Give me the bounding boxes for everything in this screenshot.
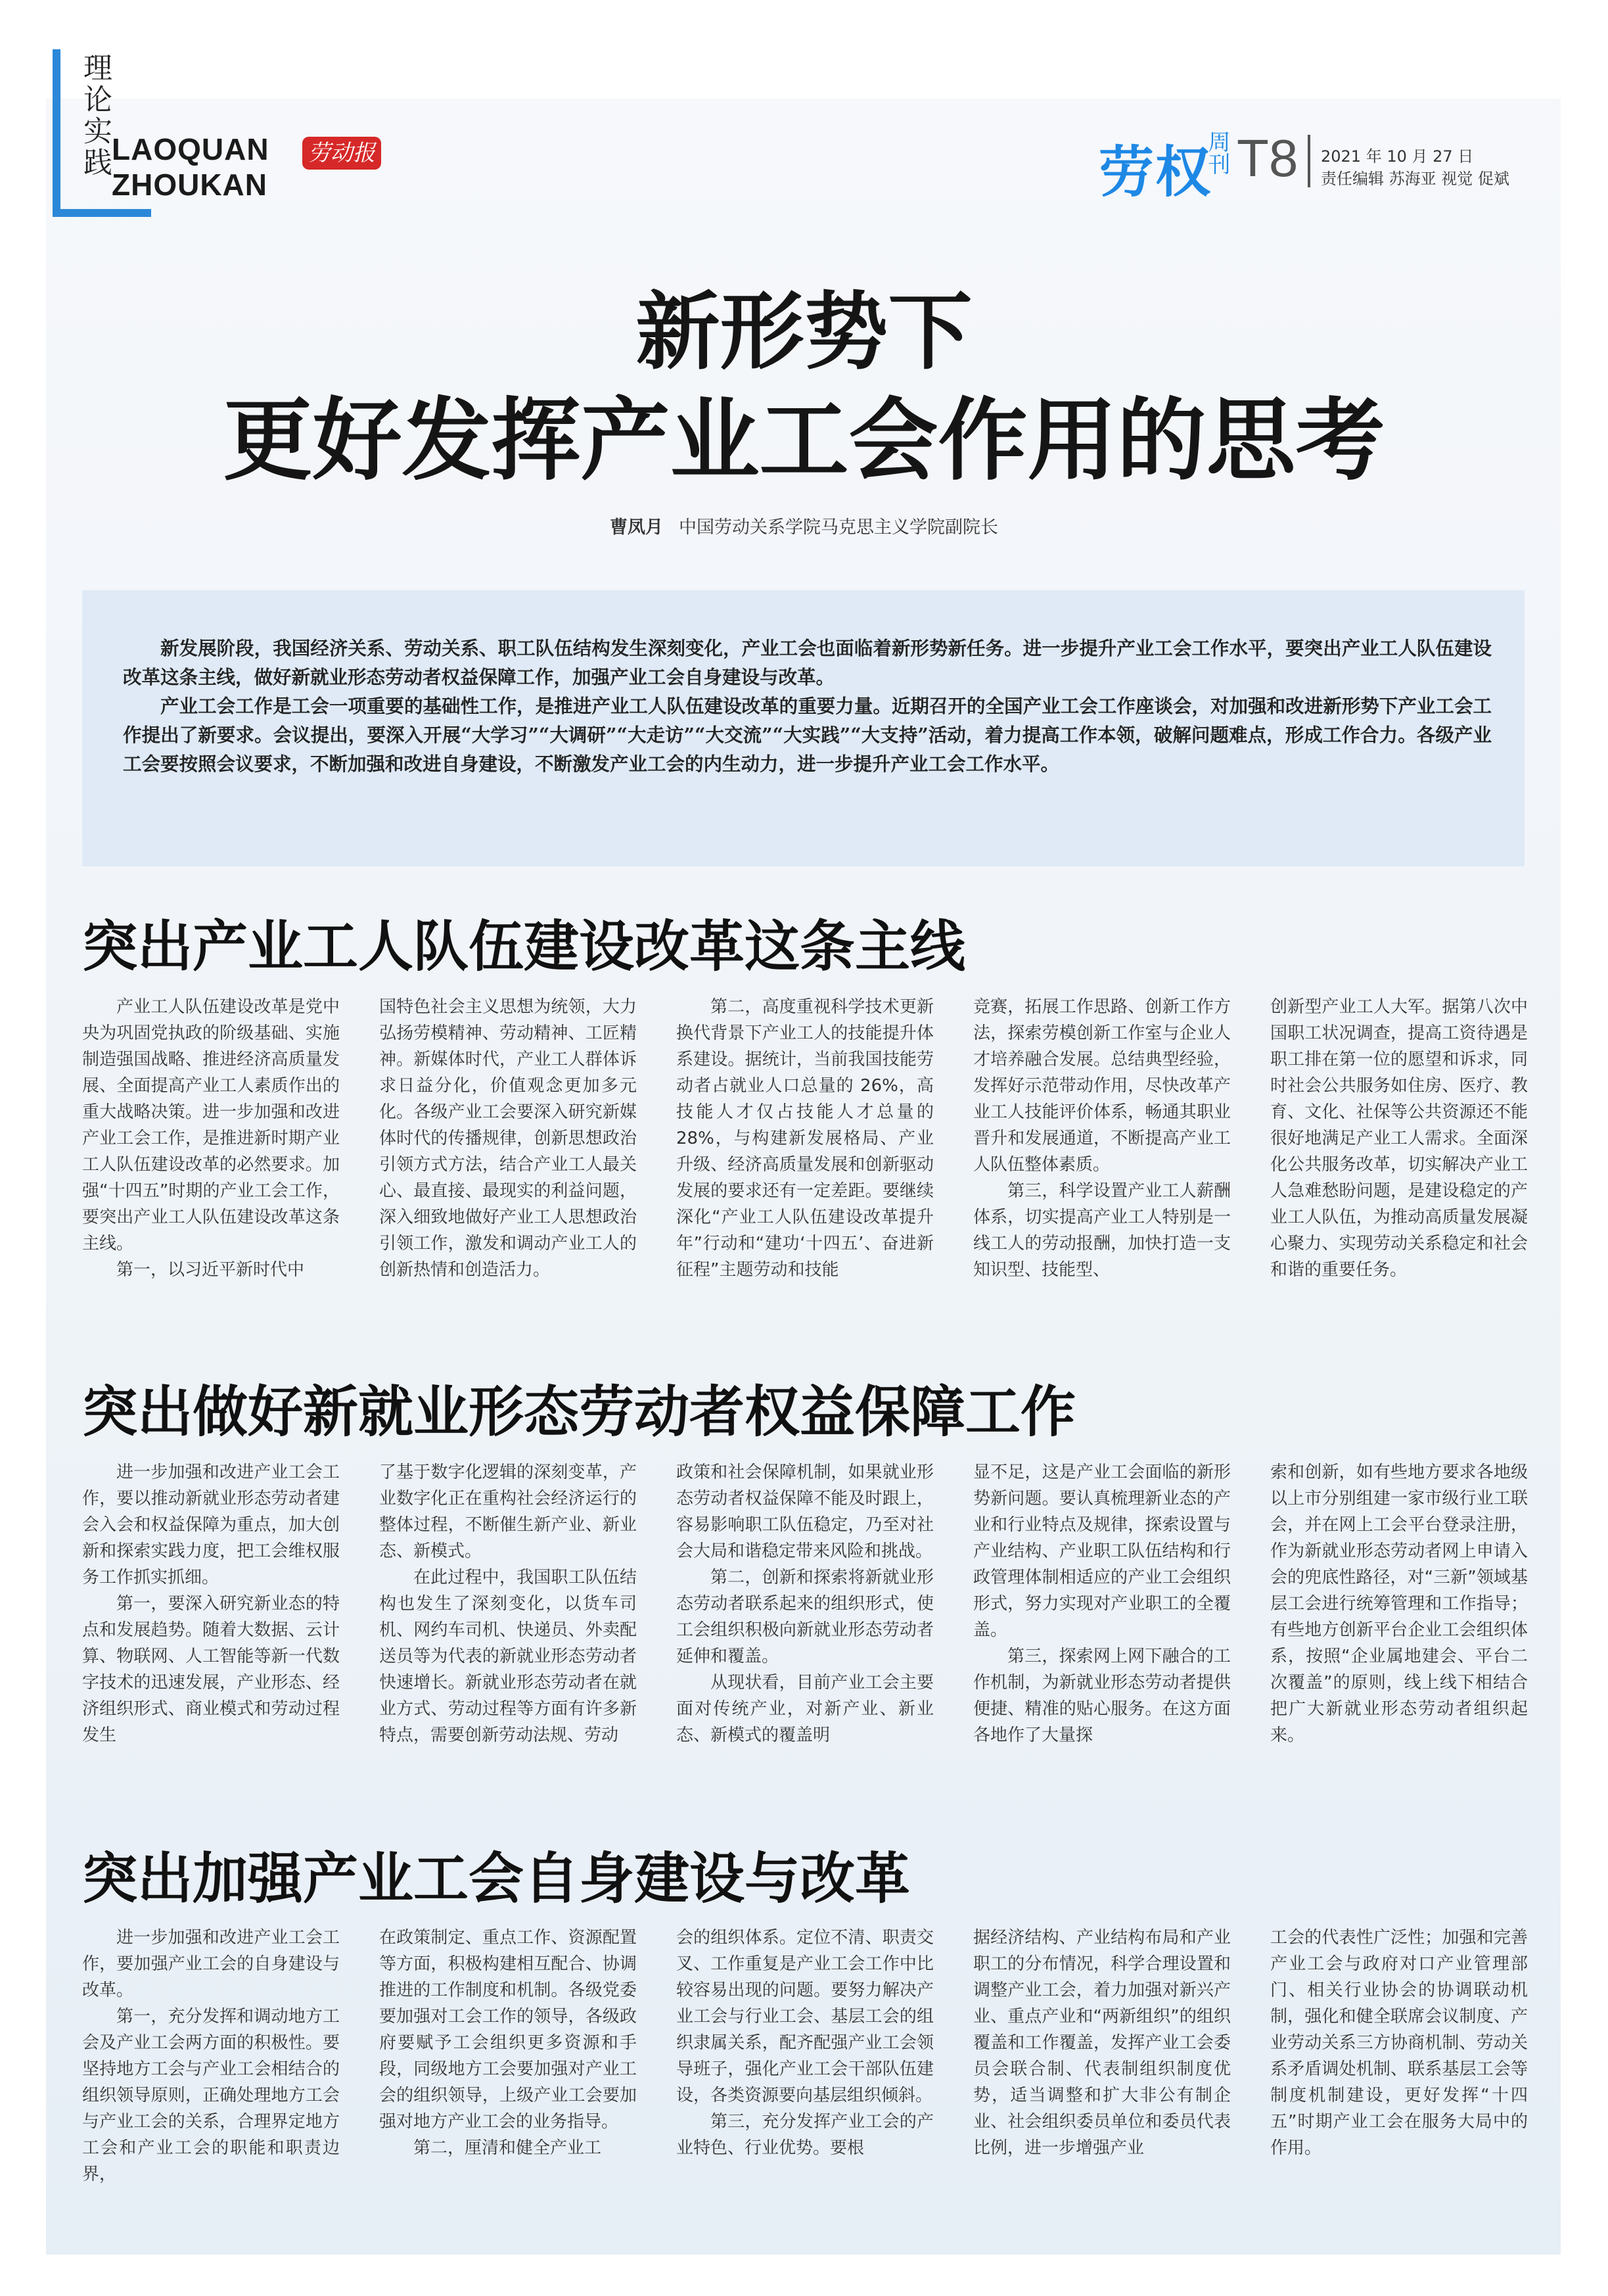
text-column (973, 1459, 1231, 1801)
paragraph: 创新型产业工人大军。据第八次中国职工状况调查，提高工资待遇是职工排在第一位的愿望和诉求，同时社会公共服务如住房、医疗、教育、文化、社保等公共资源还不能很好地满足产业工人需求。全面深化公共服务改革，切实解决产业工人急难愁盼问题，是建设稳定的产业工人队伍，为推动高质量发展凝心聚力、实现劳动关系稳定和社会和谐的重要任务。 (1270, 997, 1528, 1280)
text-column (676, 994, 934, 1336)
brand-name-line2: ZHOUKAN (112, 168, 267, 202)
paragraph: 国特色社会主义思想为统领，大力弘扬劳模精神、劳动精神、工匠精神。新媒体时代，产业工人群体诉求日益分化，价值观念更加多元化。各级产业工会要深入研究新媒体时代的传播规律，创新思想政治引领方式方法，结合产业工人最关心、最直接、最现实的利益问题，深入细致地做好产业工人思想政治引领工作，激发和调动产业工人的创新热情和创造活力。 (379, 997, 637, 1280)
paragraph: 显不足，这是产业工会面临的新形势新问题。要认真梳理新业态的产业和行业特点及规律，探索设置与产业结构、产业职工队伍结构和行政管理体制相适应的产业工会组织形式，努力实现对产业职工的全覆盖。 (973, 1463, 1231, 1640)
text-column (82, 994, 340, 1336)
section-body (82, 1459, 1528, 1801)
author-name: 曹凤月 (610, 517, 663, 538)
text-column (973, 994, 1231, 1336)
paragraph: 会的组织体系。定位不清、职责交叉、工作重复是产业工会工作中比较容易出现的问题。要努力解决产业工会与行业工会、基层工会的组织隶属关系，配齐配强产业工会领导班子，强化产业工会干部队伍建设，各类资源要向基层组织倾斜。 (676, 1928, 934, 2105)
paragraph: 在政策制定、重点工作、资源配置等方面，积极构建相互配合、协调推进的工作制度和机制。各级党委要加强对工会工作的领导，各级政府要赋予工会组织更多资源和手段，同级地方工会要加强对产业工会的组织领导，上级产业工会要加强对地方产业工会的业务指导。 (379, 1928, 637, 2132)
paragraph: 进一步加强和改进产业工会工作，要加强产业工会的自身建设与改革。 (82, 1928, 340, 2000)
newspaper-logo: 劳动报 (302, 137, 381, 170)
section-heading: 突出产业工人队伍建设改革这条主线 (82, 914, 966, 979)
paragraph: 了基于数字化逻辑的深刻变革，产业数字化正在重构社会经济运行的整体过程，不断催生新产业、新业态、新模式。 (379, 1463, 637, 1561)
text-column (379, 1459, 637, 1801)
paragraph: 进一步加强和改进产业工会工作，要以推动新就业形态劳动者建会入会和权益保障为重点，加大创新和探索实践力度，把工会维权服务工作抓实抓细。 (82, 1463, 340, 1587)
brand-name-en (112, 131, 269, 202)
header-accent-corner (53, 209, 151, 217)
paragraph: 第三，探索网上网下融合的工作机制，为新就业形态劳动者提供便捷、精准的贴心服务。在这方面各地作了大量探 (973, 1647, 1231, 1745)
paragraph: 第二，创新和探索将新就业形态劳动者联系起来的组织形式，使工会组织积极向新就业形态劳动者延伸和覆盖。 (676, 1568, 934, 1666)
header-divider (1308, 135, 1310, 187)
editor-credit: 责任编辑 苏海亚 视觉 促斌 (1321, 170, 1509, 188)
text-column (973, 1925, 1231, 2240)
paragraph: 产业工人队伍建设改革是党中央为巩固党执政的阶级基础、实施制造强国战略、推进经济高质量发展、全面提高产业工人素质作出的重大战略决策。进一步加强和改进产业工会工作，是推进新时期产业工人队伍建设改革的必然要求。加强“十四五”时期的产业工会工作，要突出产业工人队伍建设改革这条主线。 (82, 997, 340, 1253)
text-column (1270, 994, 1528, 1336)
section-heading: 突出做好新就业形态劳动者权益保障工作 (82, 1379, 1076, 1444)
section-label: 理论实践 (78, 53, 112, 179)
page-number: T8 (1237, 129, 1298, 187)
section-heading: 突出加强产业工会自身建设与改革 (82, 1846, 911, 1911)
issue-date: 2021 年 10 月 27 日 (1321, 147, 1474, 166)
paragraph: 第二，高度重视科学技术更新换代背景下产业工人的技能提升体系建设。据统计，当前我国技能劳动者占就业人口总量的 26%，高技能人才仅占技能人才总量的 28%，与构建新发展格局、产业升级、经济高质量发展和创新驱动发展的要求还有一定差距。要继续深化“产业工人队伍建设改革提升年”行动和“建功‘十四五’、奋进新征程”主题劳动和技能 (676, 997, 934, 1280)
article-title-line2: 更好发挥产业工会作用的思考 (223, 388, 1385, 493)
paragraph: 第一，要深入研究新业态的特点和发展趋势。随着大数据、云计算、物联网、人工智能等新一代数字技术的迅速发展，产业形态、经济组织形式、商业模式和劳动过程发生 (82, 1594, 340, 1745)
paragraph: 据经济结构、产业结构布局和产业职工的分布情况，科学合理设置和调整产业工会，着力加强对新兴产业、重点产业和“两新组织”的组织覆盖和工作覆盖，发挥产业工会委员会联合制、代表制组织制度优势，适当调整和扩大非公有制企业、社会组织委员单位和委员代表比例，进一步增强产业 (973, 1928, 1231, 2158)
paragraph: 第三，科学设置产业工人薪酬体系，切实提高产业工人特别是一线工人的劳动报酬，加快打造一支知识型、技能型、 (973, 1181, 1231, 1280)
text-column (1270, 1459, 1528, 1801)
author-affiliation: 中国劳动关系学院马克思主义学院副院长 (679, 517, 998, 538)
intro-paragraph: 新发展阶段，我国经济关系、劳动关系、职工队伍结构发生深刻变化，产业工会也面临着新形势新任务。进一步提升产业工会工作水平，要突出产业工人队伍建设改革这条主线，做好新就业形态劳动者权益保障工作，加强产业工会自身建设与改革。 (123, 637, 1492, 688)
text-column (82, 1925, 340, 2240)
section-body (82, 1925, 1528, 2240)
brand-name-line1: LAOQUAN (112, 132, 269, 166)
paragraph: 第三，充分发挥产业工会的产业特色、行业优势。要根 (676, 2112, 934, 2158)
paragraph: 第一，以习近平新时代中 (116, 1260, 305, 1280)
byline (0, 513, 1608, 538)
text-column (676, 1925, 934, 2240)
paragraph: 第二，厘清和健全产业工 (413, 2138, 602, 2158)
intro-paragraph: 产业工会工作是工会一项重要的基础性工作，是推进产业工人队伍建设改革的重要力量。近期召开的全国产业工会工作座谈会，对加强和改进新形势下产业工会工作提出了新要求。会议提出，要深入开展“大学习”“大调研”“大走访”“大交流”“大实践”“大支持”活动，着力提高工作本领，破解问题难点，形成工作合力。各级产业工会要按照会议要求，不断加强和改进自身建设，不断激发产业工会的内生动力，进一步提升产业工会工作水平。 (123, 695, 1492, 775)
text-column (1270, 1925, 1528, 2240)
header-accent-bar (53, 49, 60, 217)
paragraph: 政策和社会保障机制，如果就业形态劳动者权益保障不能及时跟上，容易影响职工队伍稳定，乃至对社会大局和谐稳定带来风险和挑战。 (676, 1463, 934, 1561)
text-column (379, 1925, 637, 2240)
paper-subtitle: 周刊 (1204, 130, 1230, 175)
text-column (379, 994, 637, 1336)
text-column (82, 1459, 340, 1801)
paragraph: 第一，充分发挥和调动地方工会及产业工会两方面的积极性。要坚持地方工会与产业工会相结合的组织领导原则，正确处理地方工会与产业工会的关系，合理界定地方工会和产业工会的职能和职责边界， (82, 2007, 340, 2184)
intro-box (82, 590, 1525, 866)
paragraph: 竞赛，拓展工作思路、创新工作方法，探索劳模创新工作室与企业人才培养融合发展。总结典型经验，发挥好示范带动作用，尽快改革产业工人技能评价体系，畅通其职业晋升和发展通道，不断提高产业工人队伍整体素质。 (973, 997, 1231, 1175)
paragraph: 在此过程中，我国职工队伍结构也发生了深刻变化，以货车司机、网约车司机、快递员、外卖配送员等为代表的新就业形态劳动者快速增长。新就业形态劳动者在就业方式、劳动过程等方面有许多新特点，需要创新劳动法规、劳动 (379, 1568, 637, 1745)
paper-name: 劳权 (1099, 140, 1212, 204)
text-column (676, 1459, 934, 1801)
section-body (82, 994, 1528, 1336)
article-title-line1: 新形势下 (635, 283, 973, 381)
paragraph: 工会的代表性广泛性；加强和完善产业工会与政府对口产业管理部门、相关行业协会的协调联动机制，强化和健全联席会议制度、产业劳动关系三方协商机制、劳动关系矛盾调处机制、联系基层工会等制度机制建设，更好发挥“十四五”时期产业工会在服务大局中的作用。 (1270, 1928, 1528, 2158)
paragraph: 索和创新，如有些地方要求各地级以上市分别组建一家市级行业工联会，并在网上工会平台登录注册，作为新就业形态劳动者网上申请入会的兜底性路径，对“三新”领域基层工会进行统筹管理和工作指导；有些地方创新平台企业工会组织体系，按照“企业属地建会、平台二次覆盖”的原则，线上线下相结合把广大新就业形态劳动者组织起来。 (1270, 1463, 1528, 1745)
paragraph: 从现状看，目前产业工会主要面对传统产业，对新产业、新业态、新模式的覆盖明 (676, 1673, 934, 1745)
